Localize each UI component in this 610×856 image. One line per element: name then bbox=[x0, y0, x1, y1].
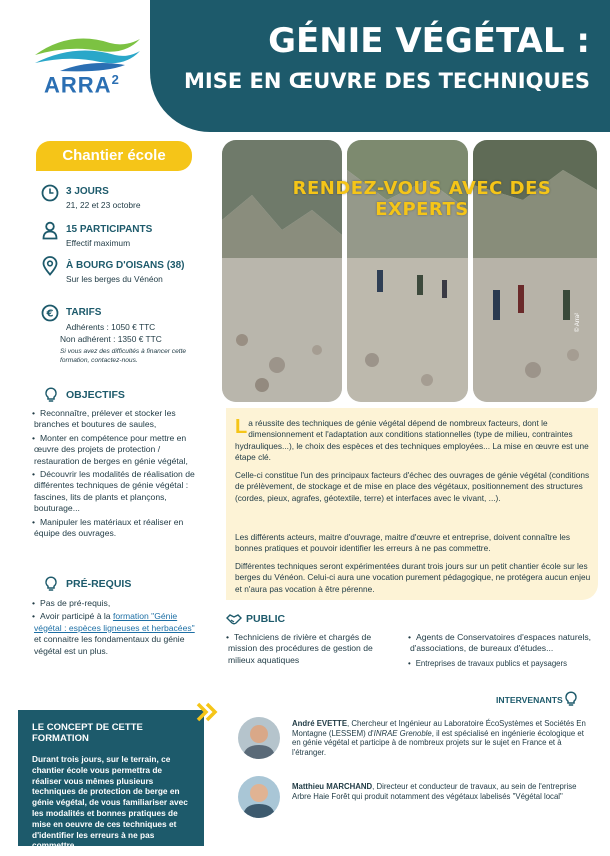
description-paragraph-4: Différentes techniques seront expérimentées durant trois jours sur un petit chantier école sur les berges du Vénéon. Celui-ci aura une vocation purement pédagogique, ne protégera aucun enjeu et n'aura pas vocation à être pérenne. bbox=[235, 561, 591, 594]
photo-credit: © Arra² bbox=[575, 312, 581, 332]
intervenant-1-name: André EVETTE bbox=[292, 719, 348, 728]
intervenant-1-bio: André EVETTE, Chercheur et Ingénieur au Laboratoire ÉcoSystèmes et Sociétés En Montagne (LESSEM) d'INRAE Grenoble, il est spécialisé en ingénierie écologique et en génie végétal et participe à de nombreux projets sur le sujet en France et à l'étranger. bbox=[292, 719, 586, 757]
list-item: • Entreprises de travaux publics et paysagers bbox=[410, 658, 600, 669]
header-band bbox=[150, 0, 610, 132]
person-icon bbox=[40, 220, 60, 245]
concept-title: LE CONCEPT DE CETTE FORMATION bbox=[32, 722, 143, 744]
participants-title: 15 PARTICIPANTS bbox=[66, 224, 153, 235]
public-title: PUBLIC bbox=[246, 613, 286, 625]
list-item: • Pas de pré-requis, bbox=[34, 598, 196, 609]
lightbulb-icon bbox=[564, 691, 578, 712]
list-item: • Reconnaître, prélever et stocker les branches et boutures de saules, bbox=[34, 408, 198, 431]
logo-text: ARRA$^2$ bbox=[44, 72, 120, 98]
concept-text: Durant trois jours, sur le terrain, ce chantier école vous permettra de réaliser vous mêmes plusieurs techniques de protection de berge en génie végétal, de vous familiariser avec les modalités et bonnes pratiques de mise en oeuvre de ces techniques et d'identifier les erreurs à ne pas commettre. bbox=[32, 754, 188, 851]
duration-title: 3 JOURS bbox=[66, 186, 109, 197]
handshake-icon bbox=[226, 612, 242, 631]
svg-text:€: € bbox=[46, 308, 54, 320]
list-item: • Avoir participé à la formation "Génie végétal : espèces ligneuses et herbacées" et connaitre les fondamentaux du génie végétal est un plus. bbox=[34, 611, 196, 657]
list-item: • Manipuler les matériaux et réaliser en équipe des ouvrages. bbox=[34, 517, 198, 540]
experts-banner: RENDEZ-VOUS AVEC DES EXPERTS bbox=[292, 178, 552, 220]
avatar bbox=[238, 776, 280, 818]
dropcap: L bbox=[235, 416, 248, 438]
tarifs-title: TARIFS bbox=[66, 307, 102, 318]
page-subtitle: MISE EN ŒUVRE DES TECHNIQUES bbox=[184, 69, 590, 93]
lightbulb-icon bbox=[44, 387, 58, 408]
duration-dates: 21, 22 et 23 octobre bbox=[66, 200, 141, 210]
intervenant-2-bio: Matthieu MARCHAND, Directeur et conducteur de travaux, au sein de l'entreprise Arbre Haie Forêt qui produit notamment des végétaux labelisés "Végétal local" bbox=[292, 782, 577, 801]
intervenant-2-name: Matthieu MARCHAND bbox=[292, 782, 373, 791]
concept-box bbox=[18, 710, 204, 851]
location-sub: Sur les berges du Vénéon bbox=[66, 274, 163, 284]
list-item: • Monter en compétence pour mettre en œuvre des projets de protection / restauration de berges en génie végétal, bbox=[34, 433, 198, 467]
prerequis-title: PRÉ-REQUIS bbox=[66, 578, 132, 590]
participants-sub: Effectif maximum bbox=[66, 238, 131, 248]
lightbulb-icon bbox=[44, 576, 58, 597]
description-paragraph-2: Celle-ci constitue l'un des principaux facteurs d'échec des ouvrages de génie végétal (conditions de prélèvement, de stockage et de mise en place des végétaux, positionnement des structures (cordes, pieux, agrafes, géotextile, terre) et interfaces avec le vivant, ...). bbox=[235, 470, 590, 503]
formation-link[interactable]: formation "Génie végétal : espèces ligneuses et herbacées" bbox=[34, 611, 195, 633]
map-pin-icon bbox=[40, 256, 60, 281]
tarif-non-adherent: Non adhérent : 1350 € TTC bbox=[60, 334, 162, 344]
location-title: À BOURG D'OISANS (38) bbox=[66, 260, 185, 271]
objectifs-list bbox=[34, 408, 198, 539]
list-item: • Découvrir les modalités de réalisation de différentes techniques de génie végétal : fascines, lits de plants et plançons, bouturage... bbox=[34, 469, 198, 515]
description-paragraph-3: Les différents acteurs, maitre d'ouvrage, maitre d'œuvre et entreprise, doivent connaître les bonnes pratiques et pouvoir identifier les erreurs à ne pas commettre. bbox=[235, 532, 571, 554]
objectifs-title: OBJECTIFS bbox=[66, 389, 125, 401]
public-list-right bbox=[410, 632, 600, 669]
double-chevron-icon bbox=[196, 702, 220, 727]
intervenants-title: INTERVENANTS bbox=[496, 695, 563, 705]
page-title: GÉNIE VÉGÉTAL : bbox=[268, 21, 590, 61]
description-paragraph-1: La réussite des techniques de génie végétal dépend de nombreux facteurs, dont le dimensionnement et l'adaptation aux conditions stationnelles (type de milieu, contraintes hydrauliques...), le choix des espèces et des techniques employées... La mise en œuvre est une étape clé. bbox=[235, 416, 589, 462]
list-item: • Techniciens de rivière et chargés de mission des procédures de gestion de milieux aquatiques bbox=[228, 632, 398, 666]
clock-icon bbox=[40, 183, 60, 208]
chantier-ecole-badge: Chantier école bbox=[36, 141, 192, 171]
prerequis-list bbox=[34, 598, 196, 657]
avatar bbox=[238, 717, 280, 759]
list-item: • Agents de Conservatoires d'espaces naturels, d'associations, de bureaux d'études... bbox=[410, 632, 600, 655]
euro-icon bbox=[40, 303, 60, 328]
tarifs-note: Si vous avez des difficultés à financer cette formation, contactez-nous. bbox=[60, 348, 187, 364]
tarif-adherent: Adhérents : 1050 € TTC bbox=[66, 322, 156, 332]
public-list-left bbox=[228, 632, 398, 666]
